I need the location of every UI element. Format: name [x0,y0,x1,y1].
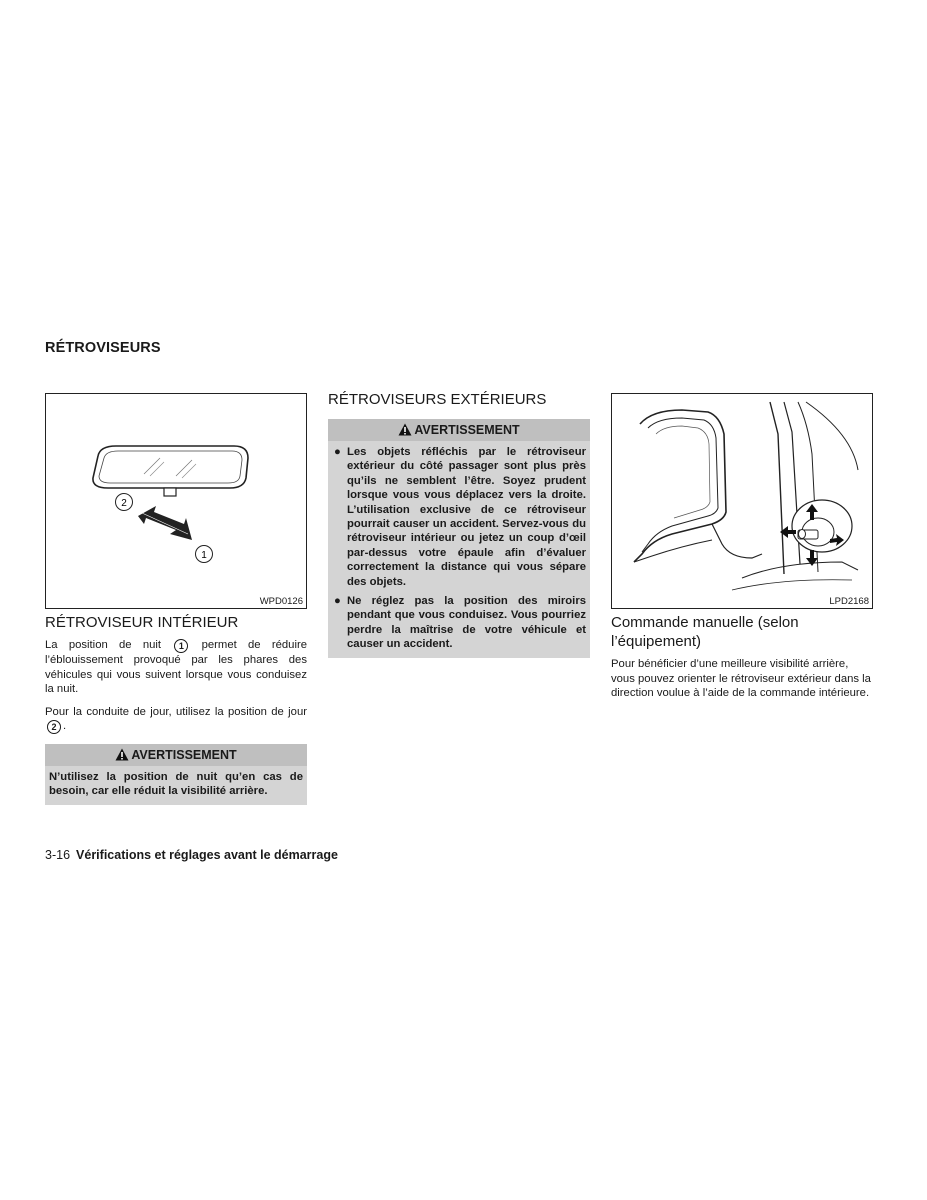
column-interior-mirror [45,393,307,805]
callout-ref-1: 1 [174,639,188,653]
interior-mirror-figure [45,393,307,609]
figure-code: LPD2168 [829,596,869,607]
paragraph-day-position [45,705,307,735]
callout-1: 1 [201,550,207,561]
chapter-title: Vérifications et réglages avant le démarrage [76,848,338,862]
paragraph-night-position [45,638,307,697]
warning-triangle-icon [115,748,129,761]
list-item [332,445,586,589]
warning-body [328,441,590,658]
warning-header [328,419,590,441]
warning-text: N’utilisez la position de nuit qu’en cas de besoin, car elle réduit la visibilité arrière. [49,771,303,798]
warning-title: AVERTISSEMENT [131,748,237,762]
warning-header [45,744,307,766]
subtitle-manual-control: Commande manuelle (selon l’équipement) [611,614,799,650]
text-fragment: . [63,720,67,732]
column-manual-control [611,393,873,701]
page-number: 3-16 [45,848,71,862]
warning-box-exterior [328,419,590,658]
list-item-text: Ne réglez pas la position des miroirs pendant que vous conduisez. Vous pourriez perdre la maîtrise de votre véhicule et causer un accident. [347,595,586,651]
exterior-mirror-figure [611,393,873,609]
figure-code: WPD0126 [259,596,303,607]
page-footer [45,848,338,862]
subtitle-interior-mirror: RÉTROVISEUR INTÉRIEUR [45,614,239,631]
column-exterior-mirrors [328,390,590,658]
paragraph-manual-control: Pour bénéficier d’une meilleure visibilité arrière, vous pouvez orienter le rétroviseur extérieur dans la direction voulue à l’aide de la commande intérieure. [611,658,871,699]
text-fragment: Pour la conduite de jour, utilisez la position de jour [45,705,307,718]
warning-triangle-icon [398,423,412,436]
warning-box-interior [45,744,307,805]
callout-ref-2: 2 [47,720,61,734]
list-item-text: Les objets réfléchis par le rétroviseur extérieur du côté passager sont plus près qu’ils ne semblent l’être. Soyez prudent lorsque vous vous déplacez vers la droite. L’utilisation exclusive de ce rétroviseur pourrait causer un accident. Servez-vous du rétroviseur intérieur ou jetez un coup d’œil par-dessus votre épaule afin d’évaluer correctement la distance qui vous sépare des objets. [347,446,586,588]
text-fragment: La position de nuit [45,639,162,651]
callout-2: 2 [121,498,127,509]
section-title: RÉTROVISEURS [45,340,161,356]
bullet-icon: ● [334,595,341,608]
bullet-icon: ● [334,446,341,458]
subtitle-exterior-mirrors: RÉTROVISEURS EXTÉRIEURS [328,391,547,408]
warning-list [332,445,586,652]
list-item [332,594,586,652]
warning-title: AVERTISSEMENT [414,423,520,437]
exterior-mirror-illustration [612,394,872,608]
text-fragment: permet de réduire l’éblouissement provoqué par les phares des véhicules qui vous suivent lorsque vous conduisez la nuit. [45,639,308,695]
interior-mirror-illustration [46,394,306,608]
